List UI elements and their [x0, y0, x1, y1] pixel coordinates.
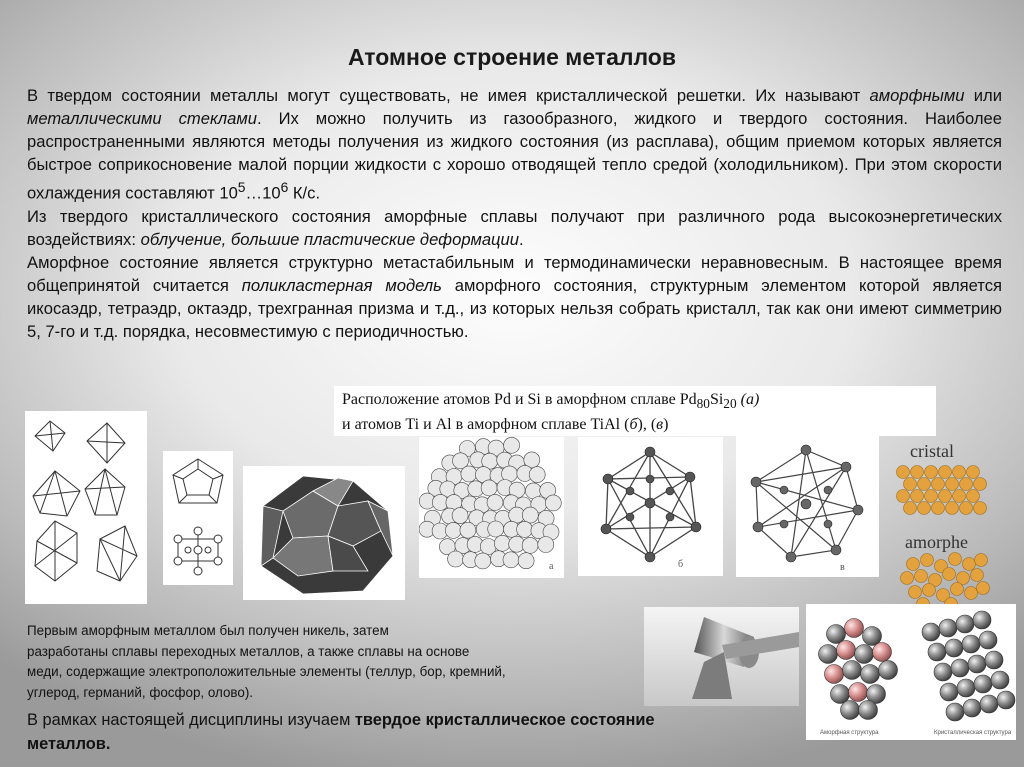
gray-sphere — [841, 701, 860, 720]
cristal-sphere — [974, 478, 987, 491]
gray-sphere — [997, 691, 1015, 709]
amorphe-sphere — [977, 582, 990, 595]
gray-sphere — [963, 699, 981, 717]
sphere — [494, 535, 510, 551]
pd-si-amorphous-figure — [419, 437, 564, 578]
sphere — [522, 507, 538, 523]
pink-sphere — [837, 641, 856, 660]
amorphe-sphere — [901, 572, 914, 585]
cristal-sphere — [911, 490, 924, 503]
label-cristal: cristal — [910, 441, 954, 461]
ti-al-structure-v-figure — [736, 432, 879, 577]
gray-sphere — [985, 651, 1003, 669]
gray-sphere — [879, 661, 898, 680]
amorphe-sphere — [949, 553, 962, 566]
amorphe-sphere — [951, 583, 964, 596]
gray-sphere — [843, 661, 862, 680]
amorphe-sphere — [963, 558, 976, 571]
amorphous-vs-crystal-figure — [806, 604, 1016, 740]
gray-sphere — [861, 665, 880, 684]
gray-sphere — [922, 623, 940, 641]
pink-sphere — [845, 619, 864, 638]
sphere — [504, 437, 520, 453]
term-irradiation: облучение, большие пластические деформации — [140, 230, 519, 250]
cristal-sphere — [918, 478, 931, 491]
cristal-sphere — [897, 490, 910, 503]
gray-sphere — [980, 695, 998, 713]
metal-ribbon-photo — [644, 607, 799, 706]
ti-al-structure-b-figure — [578, 437, 723, 576]
amorphe-sphere — [909, 586, 922, 599]
cristal-sphere — [911, 466, 924, 479]
figure-label-a: a — [549, 561, 554, 572]
cristal-sphere — [932, 502, 945, 515]
sphere — [460, 522, 476, 538]
amorphe-sphere — [923, 584, 936, 597]
amorphe-sphere — [965, 587, 978, 600]
sphere — [448, 551, 464, 567]
figure-caption — [334, 386, 936, 436]
cristal-sphere — [960, 478, 973, 491]
gray-sphere — [934, 663, 952, 681]
sphere — [529, 467, 545, 483]
gray-sphere — [968, 655, 986, 673]
gray-sphere — [951, 659, 969, 677]
pink-sphere — [873, 643, 892, 662]
cristal-sphere — [967, 490, 980, 503]
gray-sphere — [939, 619, 957, 637]
pink-sphere — [849, 683, 868, 702]
figure-label-b: б — [678, 559, 684, 570]
sphere — [517, 521, 533, 537]
course-scope-text: В рамках настоящей дисциплины изучаем твердое кристаллическое состояние металлов. — [27, 711, 655, 753]
term-metallic-glasses: металлическими стеклами — [27, 109, 257, 129]
gray-sphere — [956, 615, 974, 633]
gray-sphere — [974, 675, 992, 693]
gray-sphere — [928, 643, 946, 661]
gray-sphere — [946, 703, 964, 721]
sphere — [452, 508, 468, 524]
cristal-sphere — [932, 478, 945, 491]
page-title: Атомное строение металлов — [348, 44, 676, 70]
amorphe-sphere — [975, 554, 988, 567]
amorphe-sphere — [921, 554, 934, 567]
dodecahedron-figure — [163, 451, 233, 585]
cristal-sphere — [960, 502, 973, 515]
pink-sphere — [825, 665, 844, 684]
paragraph-amorphous-definition: В твердом состоянии металлы могут существовать, не имея кристаллической решетки. Их называют аморфными или металлическими стеклами. Их можно получить из газообразного, жидкого и твердого состояния. Наиболее распространенными являются методы получения из жидкого состояния (из расплава), общим приемом которых является быстрое соприкосновение малой порции жидкости с хорошо отводящей тепло средой (холодильником). При этом скорости охлаждения составляют $10^5\dots 10^6$ К/с. — [27, 86, 1003, 203]
label-crystal-structure: Кристаллическая структура — [934, 730, 1012, 736]
gray-sphere — [991, 671, 1009, 689]
cristal-sphere — [946, 502, 959, 515]
gray-sphere — [940, 683, 958, 701]
figure-label-v: в — [840, 562, 845, 573]
amorphe-sphere — [971, 569, 984, 582]
sphere — [475, 553, 491, 569]
sphere — [445, 522, 461, 538]
polyhedra-figure — [25, 411, 147, 604]
term-polycluster-model: поликластерная модель — [241, 276, 442, 296]
sphere — [522, 537, 538, 553]
sphere — [461, 466, 477, 482]
sphere — [538, 537, 554, 553]
gray-sphere — [973, 611, 991, 629]
gray-sphere — [827, 625, 846, 644]
polycluster-figure — [243, 466, 405, 600]
gray-sphere — [863, 627, 882, 646]
cristal-sphere — [904, 502, 917, 515]
gray-sphere — [859, 701, 878, 720]
label-amorph-structure: Аморфная структура — [820, 730, 879, 736]
cristal-sphere — [925, 466, 938, 479]
sphere — [503, 552, 519, 568]
main-text — [27, 84, 1002, 344]
paragraph-solid-state-methods: Из твердого кристаллического состояния аморфные сплавы получают при различного рода высокоэнергетических воздействиях: облучение, большие пластические деформации. — [27, 207, 1002, 250]
gray-sphere — [831, 685, 850, 704]
gray-sphere — [962, 635, 980, 653]
cristal-amorphe-figure — [893, 432, 993, 610]
amorphe-sphere — [907, 558, 920, 571]
caption-line-2: и атомов Ti и Al в аморфном сплаве TiAl (б), (в) — [342, 416, 669, 434]
nickel-text: Первым аморфным металлом был получен никель, затем разработаны сплавы переходных металлов, а также сплавы на основе меди, содержащие электроположительные элементы (теллур, бор, кремний, углерод, германий, фосфор, олово). — [27, 623, 506, 700]
cristal-sphere — [939, 466, 952, 479]
cristal-sphere — [946, 478, 959, 491]
sphere — [487, 494, 503, 510]
cristal-sphere — [953, 466, 966, 479]
cristal-sphere — [925, 490, 938, 503]
sphere — [545, 495, 561, 511]
cristal-sphere — [939, 490, 952, 503]
gray-sphere — [945, 639, 963, 657]
cristal-sphere — [953, 490, 966, 503]
cristal-sphere — [904, 478, 917, 491]
cristal-sphere — [918, 502, 931, 515]
cristal-sphere — [974, 502, 987, 515]
cristal-sphere — [897, 466, 910, 479]
label-amorphe: amorphe — [905, 532, 968, 552]
sphere — [488, 521, 504, 537]
amorphe-sphere — [943, 568, 956, 581]
gray-sphere — [979, 631, 997, 649]
term-amorphous: аморфными — [869, 86, 965, 105]
gray-sphere — [819, 645, 838, 664]
cristal-sphere — [967, 466, 980, 479]
caption-line-1: Расположение атомов Pd и Si в аморфном сплаве $Pd_{80}Si_{20}$ (a) — [342, 391, 760, 412]
gray-sphere — [855, 645, 874, 664]
sphere — [481, 480, 497, 496]
paragraph-polycluster-model: Аморфное состояние является структурно метастабильным и термодинамически неравновесным. В настоящее время общепринятой считается поликластерная модель аморфного состояния, структурным элементом которой является икосаэдр, тетраэдр, октаэдр, трехгранная призма и т.д., из которых нельзя собрать кристалл, так как они имеют симметрию 5, 7-го и т.д. порядка, несовместимую с периодичностью. — [27, 253, 1002, 342]
gray-sphere — [957, 679, 975, 697]
sphere — [518, 553, 534, 569]
amorphe-sphere — [915, 570, 928, 583]
